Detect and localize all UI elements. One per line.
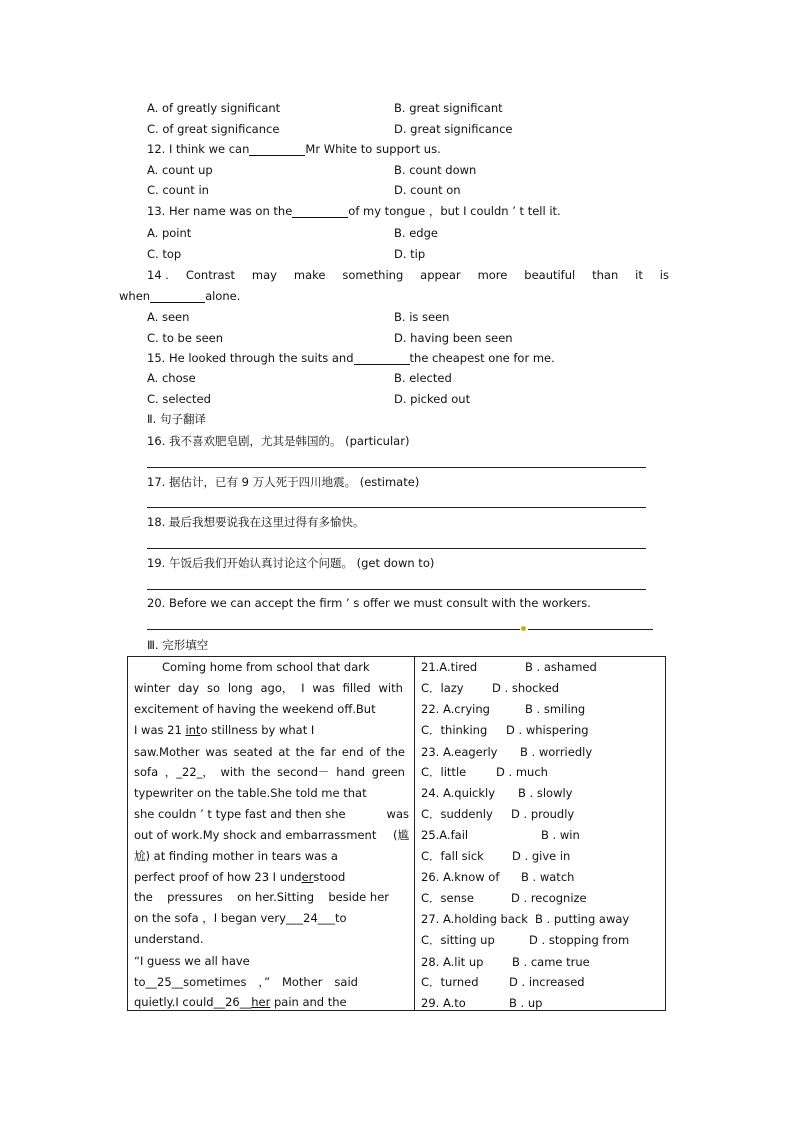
- translation-q20: 20. Before we can accept the firm ’ s offer we must consult with the workers.: [147, 596, 591, 610]
- cloze-option-right: B . up: [509, 996, 543, 1010]
- cloze-option-right: D . give in: [512, 849, 571, 863]
- q12-stem: 12. I think we can Mr White to support us.: [147, 142, 441, 156]
- passage-line: sofa ，_22_， with the second－ hand green: [134, 765, 405, 779]
- translation-q19: 19. 午饭后我们开始认真讨论这个问题。 (get down to): [147, 556, 435, 570]
- cloze-option-left: 29. A.to: [421, 996, 466, 1010]
- q13-stem: 13. Her name was on the of my tongue ，but I couldn ’ t tell it.: [147, 204, 561, 218]
- q11-option-b: B. great significant: [394, 101, 503, 115]
- cloze-option-left: 28. A.lit up: [421, 955, 484, 969]
- passage-line: I was 21 into stillness by what I: [134, 723, 315, 737]
- q14-stem-cont: when alone.: [119, 289, 241, 303]
- cloze-option-right: B . putting away: [535, 912, 630, 926]
- q15-option-a: A. chose: [147, 371, 196, 385]
- cloze-heading: Ⅲ. 完形填空: [147, 638, 209, 652]
- cloze-option-right: B . slowly: [518, 786, 573, 800]
- passage-line: the pressures on her.Sitting beside her: [134, 890, 389, 904]
- translation-q18: 18. 最后我想要说我在这里过得有多愉快。: [147, 515, 365, 529]
- cloze-option-left: 27. A.holding back: [421, 912, 528, 926]
- passage-line: quietly.I could__26__her pain and the: [134, 995, 347, 1009]
- q12-option-b: B. count down: [394, 163, 477, 177]
- cloze-option-left: 26. A.know of: [421, 870, 500, 884]
- translation-q16: 16. 我不喜欢肥皂剧，尤其是韩国的。 (particular): [147, 434, 410, 448]
- cloze-option-right: D . whispering: [506, 723, 589, 737]
- q13-option-a: A. point: [147, 226, 192, 240]
- q14-option-a: A. seen: [147, 310, 190, 324]
- answer-line-18[interactable]: [147, 548, 646, 549]
- q12-option-d: D. count on: [394, 183, 461, 197]
- q12-blank[interactable]: [249, 143, 305, 156]
- cloze-option-left: 21.A.tired: [421, 660, 478, 674]
- q12-option-c: C. count in: [147, 183, 209, 197]
- passage-line: out of work.My shock and embarrassment (尴: [134, 828, 409, 842]
- q11-option-a: A. of greatly significant: [147, 101, 281, 115]
- passage-line: excitement of having the weekend off.But: [134, 702, 376, 716]
- cloze-option-right: B . ashamed: [525, 660, 597, 674]
- translation-q17: 17. 据估计，已有 9 万人死于四川地震。 (estimate): [147, 475, 420, 489]
- passage-line: typewriter on the table.She told me that: [134, 786, 367, 800]
- passage-line: perfect proof of how 23 I understood: [134, 870, 346, 884]
- q11-option-d: D. great significance: [394, 122, 513, 136]
- cloze-option-left: C．turned: [421, 975, 479, 989]
- cloze-option-left: 23. A.eagerly: [421, 745, 498, 759]
- cloze-column-divider: [414, 657, 415, 1010]
- answer-line-16[interactable]: [147, 467, 646, 468]
- q15-blank[interactable]: [354, 352, 410, 365]
- cloze-option-right: D . recognize: [511, 891, 587, 905]
- cloze-option-right: B . worriedly: [520, 745, 593, 759]
- q14-blank[interactable]: [150, 290, 205, 303]
- cloze-option-left: 25.A.fail: [421, 828, 469, 842]
- q13-option-b: B. edge: [394, 226, 438, 240]
- q14-option-c: C. to be seen: [147, 331, 224, 345]
- cloze-option-right: D . increased: [509, 975, 585, 989]
- passage-line: saw.Mother was seated at the far end of the: [134, 745, 405, 759]
- cloze-option-left: C．suddenly: [421, 807, 493, 821]
- cloze-option-right: B . came true: [512, 955, 590, 969]
- cloze-option-right: D . stopping from: [529, 933, 630, 947]
- q13-option-d: D. tip: [394, 247, 426, 261]
- passage-line: on the sofa ，I began very___24___to: [134, 911, 347, 925]
- passage-line: “I guess we all have: [134, 954, 250, 968]
- q15-option-b: B. elected: [394, 371, 452, 385]
- cloze-option-left: 22. A.crying: [421, 702, 490, 716]
- cloze-option-left: C．little: [421, 765, 467, 779]
- answer-line-20b[interactable]: [528, 629, 653, 630]
- q15-option-c: C. selected: [147, 392, 211, 406]
- passage-line: winter day so long ago， I was filled with: [134, 681, 403, 695]
- cloze-option-right: D . shocked: [492, 681, 560, 695]
- q13-option-c: C. top: [147, 247, 182, 261]
- translation-heading: Ⅱ. 句子翻译: [147, 412, 206, 426]
- q14-option-b: B. is seen: [394, 310, 450, 324]
- cloze-option-left: C．sitting up: [421, 933, 495, 947]
- cloze-option-right: B . watch: [521, 870, 575, 884]
- q11-option-c: C. of great significance: [147, 122, 280, 136]
- cloze-option-right: B . smiling: [525, 702, 586, 716]
- cloze-option-left: C．lazy: [421, 681, 464, 695]
- answer-line-20a[interactable]: [147, 629, 520, 630]
- q12-option-a: A. count up: [147, 163, 213, 177]
- answer-line-19[interactable]: [147, 589, 646, 590]
- passage-line: Coming home from school that dark: [162, 660, 370, 674]
- passage-line: understand.: [134, 932, 204, 946]
- passage-line: to__25__sometimes ，” Mother said: [134, 975, 358, 989]
- answer-line-17[interactable]: [147, 507, 646, 508]
- q15-option-d: D. picked out: [394, 392, 471, 406]
- passage-line: she couldn ’ t type fast and then she was: [134, 807, 409, 821]
- q14-option-d: D. having been seen: [394, 331, 513, 345]
- cloze-option-right: B . win: [541, 828, 580, 842]
- passage-line: 尬) at finding mother in tears was a: [134, 849, 338, 863]
- q13-blank[interactable]: [292, 205, 348, 218]
- cloze-option-right: D . proudly: [511, 807, 575, 821]
- cloze-option-left: 24. A.quickly: [421, 786, 496, 800]
- cloze-option-left: C．sense: [421, 891, 474, 905]
- dot-mark: [521, 626, 526, 631]
- cloze-option-left: C．fall sick: [421, 849, 484, 863]
- cloze-option-right: D . much: [496, 765, 548, 779]
- q15-stem: 15. He looked through the suits and the cheapest one for me.: [147, 351, 555, 365]
- q14-stem: 14 . Contrast may make something appear more beautiful than it is: [147, 268, 669, 282]
- cloze-option-left: C．thinking: [421, 723, 488, 737]
